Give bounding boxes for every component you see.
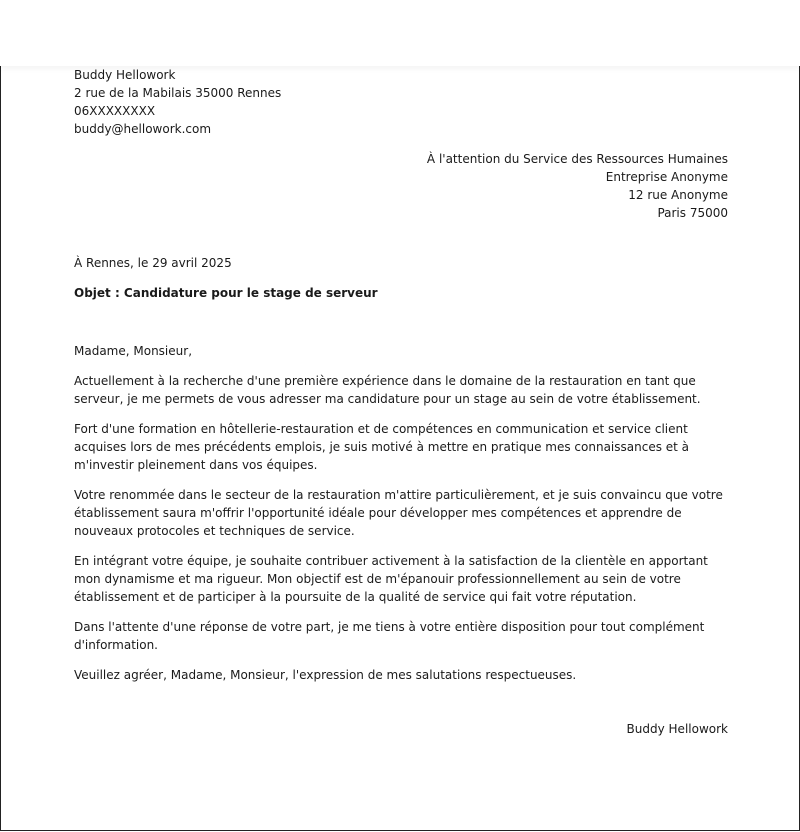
sender-block	[74, 66, 728, 138]
recipient-city: Paris 75000	[657, 206, 728, 220]
salutation: Madame, Monsieur,	[74, 344, 193, 358]
body-paragraph-5: Dans l'attente d'une réponse de votre part, je me tiens à votre entière disposition pour tout complément d'information.	[74, 620, 705, 652]
body-paragraph-2: Fort d'une formation en hôtellerie-restauration et de compétences en communication et service client acquises lors de mes précédents emplois, je suis motivé à mettre en pratique mes connaissances et à m'investir pleinement dans vos équipes.	[74, 422, 690, 472]
sender-name: Buddy Hellowork	[74, 68, 176, 82]
recipient-attention: À l'attention du Service des Ressources Humaines	[426, 152, 728, 166]
signature: Buddy Hellowork	[626, 722, 728, 736]
recipient-company: Entreprise Anonyme	[605, 170, 728, 184]
body-paragraph-1: Actuellement à la recherche d'une première expérience dans le domaine de la restauration en tant que serveur, je me permets de vous adresser ma candidature pour un stage au sein de votre établissement.	[74, 374, 701, 406]
sender-address: 2 rue de la Mabilais 35000 Rennes	[74, 86, 282, 100]
letter-page	[0, 66, 800, 831]
subject-line: Objet : Candidature pour le stage de serveur	[74, 286, 378, 300]
date-line: À Rennes, le 29 avril 2025	[74, 256, 232, 270]
letter-content	[74, 66, 728, 738]
sender-phone: 06XXXXXXXX	[74, 104, 156, 118]
recipient-block	[74, 150, 728, 222]
sender-email: buddy@hellowork.com	[74, 122, 212, 136]
body-paragraph-4: En intégrant votre équipe, je souhaite contribuer activement à la satisfaction de la clientèle en apportant mon dynamisme et ma rigueur. Mon objectif est de m'épanouir professionnellement au sein de votre établissement et de participer à la poursuite de la qualité de service qui fait votre réputation.	[74, 554, 708, 604]
closing-line: Veuillez agréer, Madame, Monsieur, l'expression de mes salutations respectueuses.	[74, 668, 577, 682]
top-toolbar	[0, 0, 800, 66]
body-paragraph-3: Votre renommée dans le secteur de la restauration m'attire particulièrement, et je suis convaincu que votre établissement saura m'offrir l'opportunité idéale pour développer mes compétences et apprendre de nouveaux protocoles et techniques de service.	[74, 488, 723, 538]
recipient-street: 12 rue Anonyme	[628, 188, 728, 202]
